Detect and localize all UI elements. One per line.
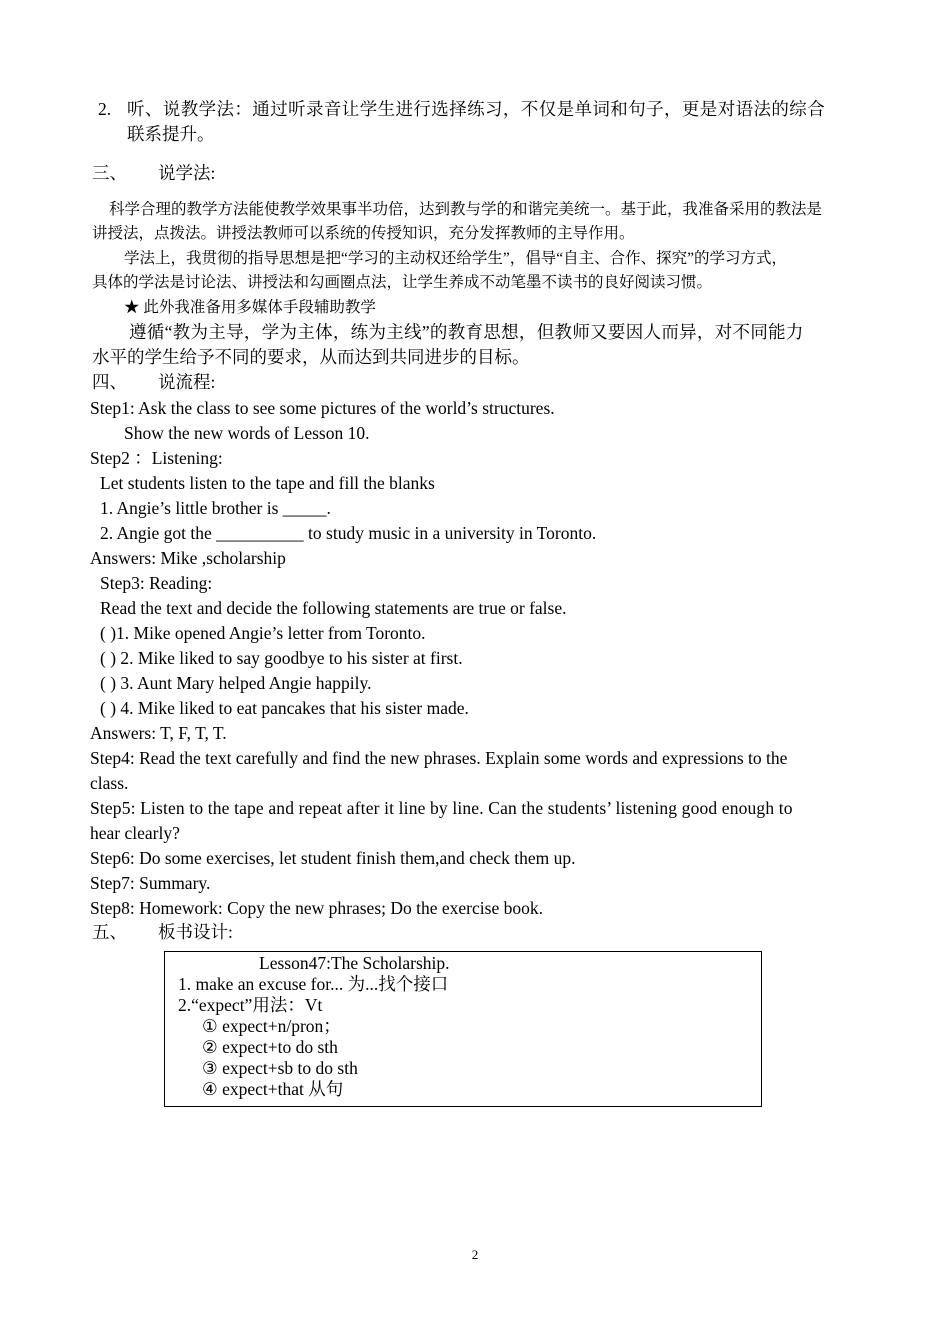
flow-line: Step4: Read the text carefully and find the new phrases. Explain some words and expressions to the xyxy=(90,748,788,768)
item-text-line-1: 听、说教学法：通过听录音让学生进行选择练习，不仅是单词和句子，更是对语法的综合 xyxy=(127,99,826,119)
flow-line: Let students listen to the tape and fill the blanks xyxy=(100,473,435,493)
page-number: 2 xyxy=(471,1247,479,1262)
flow-line: ( ) 2. Mike liked to say goodbye to his sister at first. xyxy=(100,648,463,668)
board-line: 2.“expect”用法：Vt xyxy=(178,995,323,1015)
flow-line: Step8: Homework: Copy the new phrases; Do the exercise book. xyxy=(90,898,543,918)
item-number: 2. xyxy=(98,99,112,119)
flow-line: class. xyxy=(90,773,129,793)
flow-line: 1. Angie’s little brother is _____. xyxy=(100,498,331,518)
section-5-number: 五、 xyxy=(92,922,127,942)
star-note: ★ 此外我准备用多媒体手段辅助教学 xyxy=(124,299,376,316)
flow-line: ( ) 3. Aunt Mary helped Angie happily. xyxy=(100,673,372,693)
board-line: ③ expect+sb to do sth xyxy=(202,1058,358,1078)
flow-line: Step7: Summary. xyxy=(90,873,211,893)
board-line: ② expect+to do sth xyxy=(202,1037,338,1057)
flow-line: Step2 ：Listening: xyxy=(90,448,223,468)
board-line: ④ expect+that 从句 xyxy=(202,1079,344,1099)
flow-line: hear clearly? xyxy=(90,823,180,843)
flow-line: Step1: Ask the class to see some pictures of the world’s structures. xyxy=(90,398,555,418)
section-3-heading: 说学法: xyxy=(158,163,216,183)
flow-line: Step5: Listen to the tape and repeat after it line by line. Can the students’ listening good enough to xyxy=(90,798,793,818)
board-line: ① expect+n/pron； xyxy=(202,1016,341,1036)
paragraph-3-line-2: 水平的学生给予不同的要求，从而达到共同进步的目标。 xyxy=(92,347,530,367)
board-line: 1. make an excuse for... 为...找个接口 xyxy=(178,974,449,994)
flow-line: Step3: Reading: xyxy=(100,573,213,593)
flow-line: Step6: Do some exercises, let student finish them,and check them up. xyxy=(90,848,576,868)
section-3-number: 三、 xyxy=(92,163,127,183)
section-4-heading: 说流程: xyxy=(158,372,216,392)
board-title: Lesson47:The Scholarship. xyxy=(259,953,450,973)
flow-line: Answers: Mike ,scholarship xyxy=(90,548,286,568)
flow-line: 2. Angie got the __________ to study music in a university in Toronto. xyxy=(100,523,597,543)
flow-line: Read the text and decide the following statements are true or false. xyxy=(100,598,567,618)
paragraph-2-line-1: 学法上，我贯彻的指导思想是把“学习的主动权还给学生”，倡导“自主、合作、探究”的学习方式， xyxy=(124,250,788,267)
item-text-line-2: 联系提升。 xyxy=(127,124,215,144)
paragraph-2-line-2: 具体的学法是讨论法、讲授法和勾画圈点法，让学生养成不动笔墨不读书的良好阅读习惯。 xyxy=(92,274,713,291)
section-4-number: 四、 xyxy=(92,372,127,392)
paragraph-1-line-1: 科学合理的教学方法能使教学效果事半功倍，达到教与学的和谐完美统一。基于此，我准备采用的教法是 xyxy=(109,201,823,218)
paragraph-3-line-1: 遵循“教为主导，学为主体，练为主线”的教育思想，但教师又要因人而异，对不同能力 xyxy=(129,322,804,342)
flow-line: ( ) 4. Mike liked to eat pancakes that his sister made. xyxy=(100,698,469,718)
flow-line: Answers: T, F, T, T. xyxy=(90,723,227,743)
paragraph-1-line-2: 讲授法，点拨法。讲授法教师可以系统的传授知识，充分发挥教师的主导作用。 xyxy=(92,225,635,242)
board-design-box xyxy=(164,951,762,1107)
flow-line: ( )1. Mike opened Angie’s letter from Toronto. xyxy=(100,623,426,643)
section-5-heading: 板书设计: xyxy=(158,922,233,942)
flow-line: Show the new words of Lesson 10. xyxy=(124,423,370,443)
